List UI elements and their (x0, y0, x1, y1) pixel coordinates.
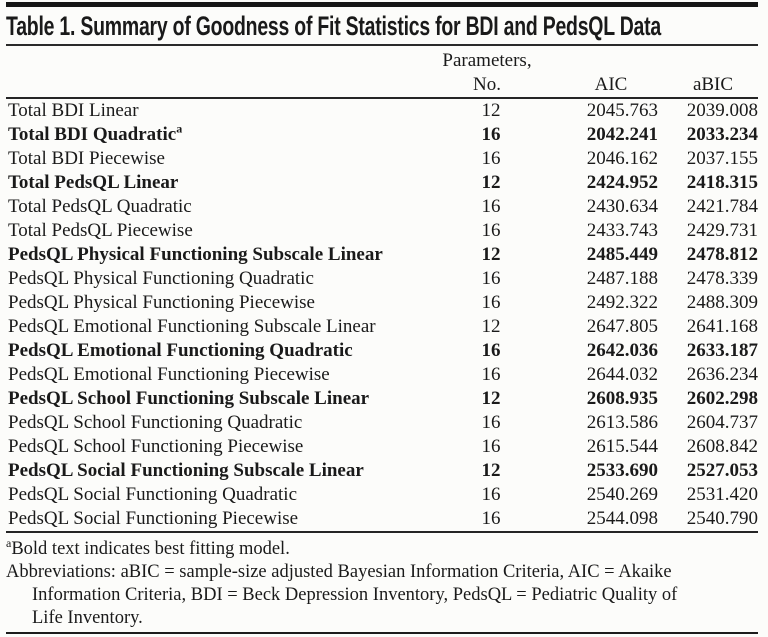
aic-value: 2045.763 (586, 100, 658, 121)
abic-value: 2037.155 (686, 148, 758, 169)
aic-value: 2642.036 (586, 340, 658, 361)
abbreviations-note (6, 561, 758, 630)
model-label: Total BDI Linear (8, 100, 139, 121)
goodness-of-fit-table (6, 46, 758, 533)
abbreviations-line: Information Criteria, BDI = Beck Depression Inventory, PedsQL = Pediatric Quality of (32, 585, 678, 605)
aic-value: 2613.586 (586, 412, 658, 433)
abic-value: 2488.309 (686, 292, 758, 313)
abic-value: 2608.842 (686, 436, 758, 457)
aic-value: 2615.544 (586, 436, 658, 457)
aic-value: 2533.690 (586, 460, 658, 481)
table-row (6, 483, 758, 507)
model-label: Total PedsQL Linear (8, 172, 179, 193)
model-column-header-line2 (6, 73, 422, 98)
table-title: Table 1. Summary of Goodness of Fit Statistics for BDI and PedsQL Data (6, 11, 661, 41)
abic-value: 2527.053 (686, 460, 758, 481)
abic-value: 2531.420 (686, 484, 758, 505)
aic-value: 2430.634 (586, 196, 658, 217)
aic-value: 2608.935 (586, 388, 658, 409)
abic-value: 2429.731 (686, 220, 758, 241)
abic-value: 2540.790 (686, 508, 758, 529)
table-row (6, 507, 758, 532)
aic-value: 2433.743 (586, 220, 658, 241)
table-row (6, 243, 758, 267)
aic-value: 2487.188 (586, 268, 658, 289)
aic-value: 2424.952 (586, 172, 658, 193)
abic-value: 2421.784 (686, 196, 758, 217)
model-label: Total PedsQL Piecewise (8, 220, 193, 241)
abic-value: 2641.168 (686, 316, 758, 337)
model-label: PedsQL Social Functioning Piecewise (8, 508, 299, 529)
model-label: PedsQL Emotional Functioning Subscale Linear (8, 316, 376, 337)
abic-value: 2039.008 (686, 100, 758, 121)
model-label: PedsQL Social Functioning Subscale Linear (8, 460, 364, 481)
params-value: 12 (481, 244, 501, 265)
model-label: PedsQL Physical Functioning Piecewise (8, 292, 315, 313)
abic-value: 2602.298 (686, 388, 758, 409)
table-row (6, 98, 758, 123)
paper-table-figure (0, 2, 768, 637)
abic-column-header-spacer (658, 46, 758, 73)
abic-value: 2636.234 (686, 364, 758, 385)
params-value: 16 (481, 340, 501, 361)
table-row (6, 435, 758, 459)
aic-value: 2046.162 (586, 148, 658, 169)
params-value: 16 (481, 436, 501, 457)
table-title-row (6, 7, 758, 46)
aic-value: 2492.322 (586, 292, 658, 313)
params-value: 12 (481, 172, 501, 193)
params-value: 12 (481, 388, 501, 409)
table-row (6, 387, 758, 411)
parameters-column-header-line1: Parameters, (442, 50, 532, 71)
footnote-marker-superscript: a (176, 123, 183, 136)
abic-value: 2418.315 (686, 172, 758, 193)
aic-column-header: AIC (594, 74, 628, 95)
params-value: 16 (481, 196, 501, 217)
model-label: PedsQL School Functioning Subscale Linear (8, 388, 370, 409)
model-label: PedsQL Emotional Functioning Quadratic (8, 340, 353, 361)
table-row (6, 411, 758, 435)
aic-value: 2540.269 (586, 484, 658, 505)
model-label: Total BDI Quadratic$^a$ (8, 123, 183, 145)
model-label: PedsQL Emotional Functioning Piecewise (8, 364, 330, 385)
params-value: 16 (481, 412, 501, 433)
abic-value: 2478.339 (686, 268, 758, 289)
params-value: 16 (481, 484, 501, 505)
model-column-header (6, 46, 422, 73)
model-label: PedsQL School Functioning Piecewise (8, 436, 304, 457)
abic-value: 2604.737 (686, 412, 758, 433)
table-row (6, 363, 758, 387)
header-row-1 (6, 46, 758, 73)
table-row (6, 123, 758, 147)
table-row (6, 339, 758, 363)
abic-value: 2478.812 (686, 244, 758, 265)
table-row (6, 267, 758, 291)
table-body (6, 98, 758, 532)
params-value: 16 (481, 268, 501, 289)
parameters-column-header-line2: No. (473, 74, 501, 95)
table-row (6, 171, 758, 195)
footnote-a-text: Bold text indicates best fitting model. (11, 539, 290, 559)
params-value: 16 (481, 124, 501, 145)
model-label: PedsQL School Functioning Quadratic (8, 412, 303, 433)
params-value: 12 (481, 316, 501, 337)
params-value: 16 (481, 292, 501, 313)
footnotes (6, 533, 758, 630)
params-value: 16 (481, 364, 501, 385)
table-row (6, 195, 758, 219)
header-row-2 (6, 73, 758, 98)
bottom-rule (6, 632, 758, 634)
aic-value: 2042.241 (586, 124, 658, 145)
table-header (6, 46, 758, 98)
params-value: 16 (481, 148, 501, 169)
model-label: PedsQL Social Functioning Quadratic (8, 484, 297, 505)
abic-value: 2633.187 (686, 340, 758, 361)
aic-value: 2647.805 (586, 316, 658, 337)
model-label: Total PedsQL Quadratic (8, 196, 192, 217)
aic-value: 2544.098 (586, 508, 658, 529)
aic-column-header-spacer (552, 46, 658, 73)
table-row (6, 147, 758, 171)
model-label: Total BDI Piecewise (8, 148, 165, 169)
model-label: PedsQL Physical Functioning Subscale Linear (8, 244, 383, 265)
params-value: 16 (481, 508, 501, 529)
footnote-a-marker: a (6, 535, 12, 550)
table-row (6, 291, 758, 315)
aic-value: 2644.032 (586, 364, 658, 385)
abbreviations-line: Abbreviations: aBIC = sample-size adjusted Bayesian Information Criteria, AIC = Akaike (6, 562, 672, 582)
abic-value: 2033.234 (686, 124, 758, 145)
table-row (6, 459, 758, 483)
model-label: PedsQL Physical Functioning Quadratic (8, 268, 314, 289)
footnote-a (6, 535, 758, 561)
abbreviations-line: Life Inventory. (32, 608, 143, 628)
table-row (6, 219, 758, 243)
params-value: 12 (481, 100, 501, 121)
table-row (6, 315, 758, 339)
params-value: 16 (481, 220, 501, 241)
aic-value: 2485.449 (586, 244, 658, 265)
abic-column-header: aBIC (692, 74, 734, 95)
params-value: 12 (481, 460, 501, 481)
